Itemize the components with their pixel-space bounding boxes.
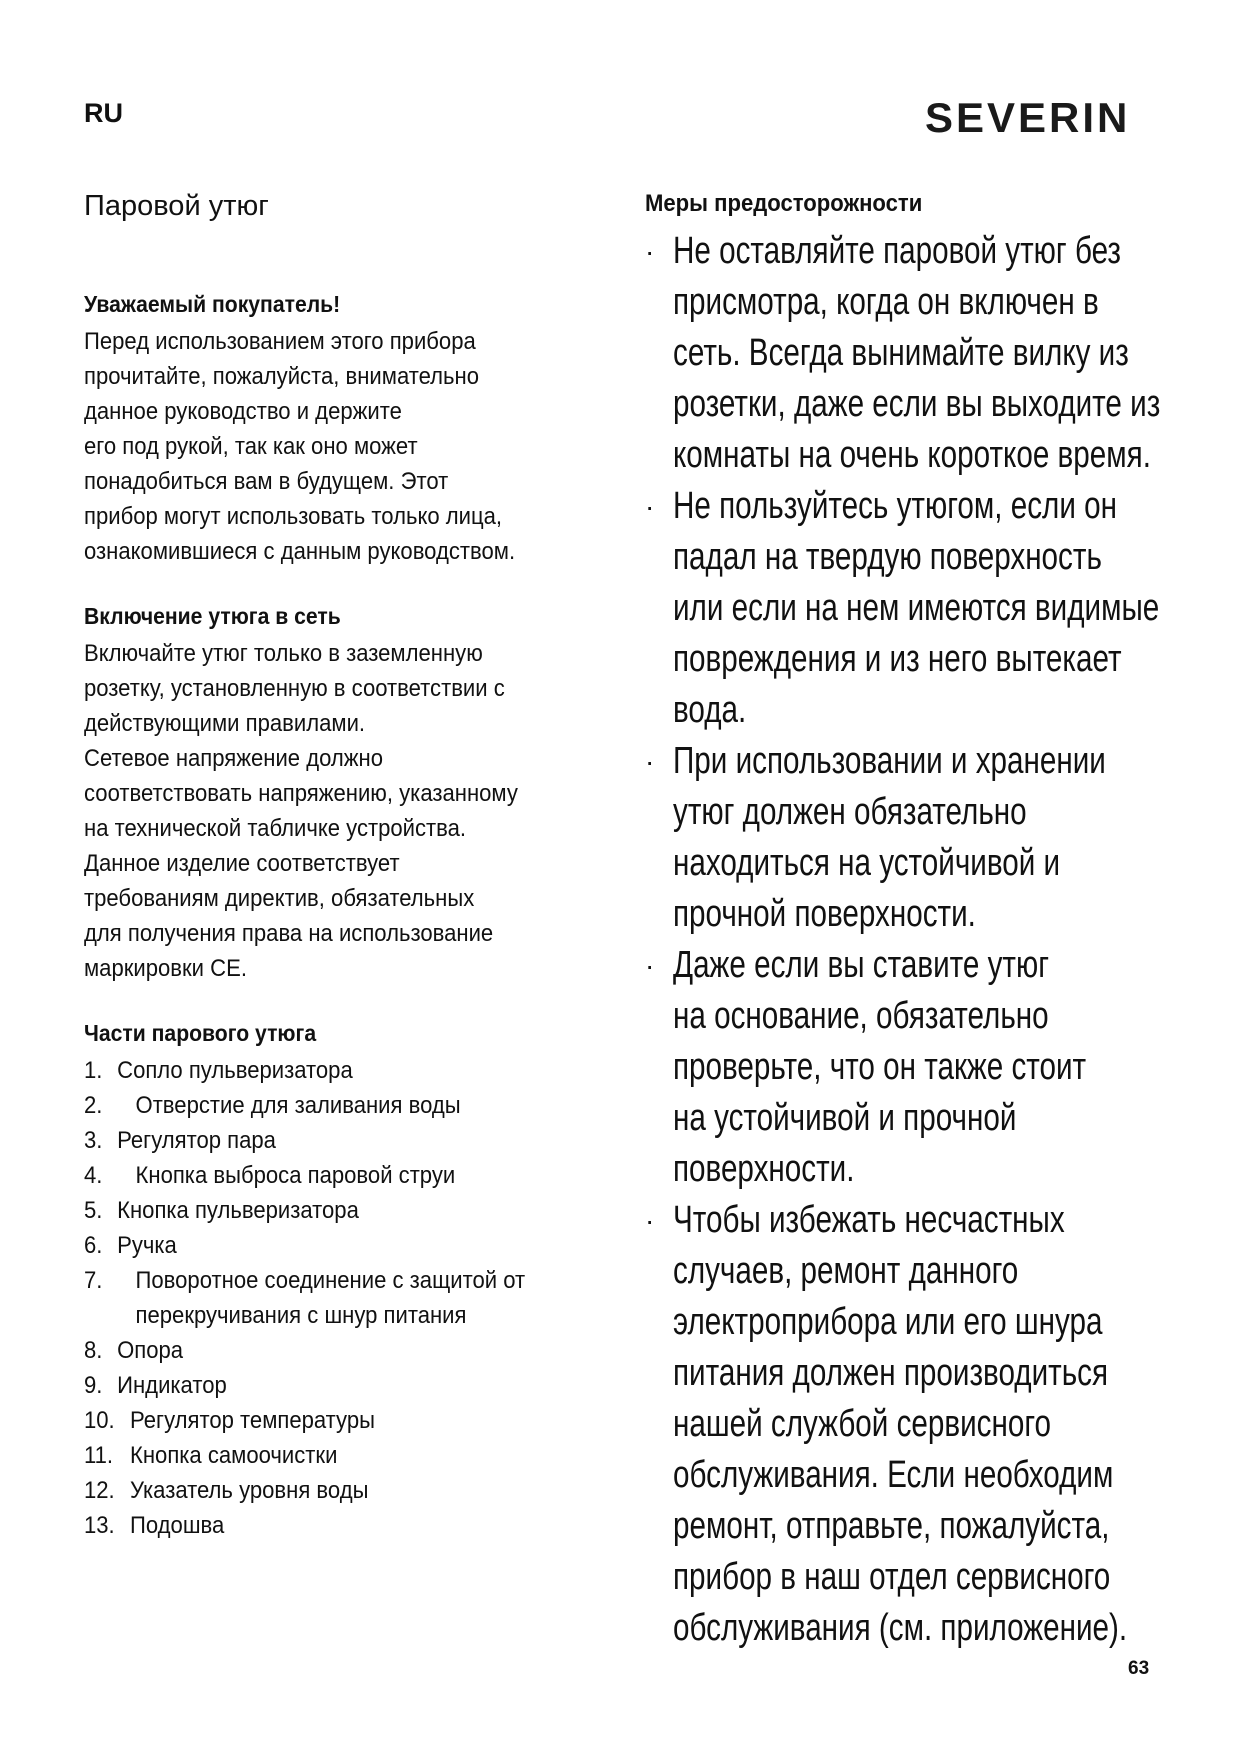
item-text: Подошва [130,1512,225,1539]
precaution-text [673,226,1160,481]
item-text: Кнопка самоочистки [130,1442,338,1469]
text-line: требованиям директив, обязательных [84,885,475,912]
precaution-item [645,736,1205,940]
item-text: Указатель уровня воды [130,1477,369,1504]
text-line: Не оставляйте паровой утюг без [673,230,1122,272]
precaution-text [673,736,1106,940]
precaution-text [673,481,1159,736]
text-line: Включайте утюг только в заземленную [84,640,483,667]
text-line: ремонт, отправьте, пожалуйста, [673,1505,1110,1547]
list-item [84,1473,562,1508]
item-number: 7. [84,1267,103,1294]
text-line: соответствовать напряжению, указанному [84,780,518,807]
item-text: Отверстие для заливания воды [135,1092,461,1119]
text-line: на основание, обязательно [673,995,1049,1037]
right-column [645,190,1205,1654]
text-line: проверьте, что он также стоит [673,1046,1087,1088]
bullet-icon: · [645,236,655,267]
connection-text [84,636,604,986]
item-text: Индикатор [117,1372,227,1399]
bullet-icon: · [645,950,655,981]
item-text-line: Поворотное соединение с защитой от [135,1267,526,1294]
text-line: действующими правилами. [84,710,366,737]
text-line: на технической табличке устройства. [84,815,467,842]
parts-heading: Части парового утюга [84,1020,317,1046]
item-text: Регулятор пара [117,1127,276,1154]
item-text: Ручка [117,1232,177,1259]
text-line: прибор в наш отдел сервисного [673,1556,1111,1598]
text-line: Даже если вы ставите утюг [673,944,1050,986]
item-text: Кнопка пульверизатора [117,1197,359,1224]
text-line: Не пользуйтесь утюгом, если он [673,485,1117,527]
precaution-item [645,940,1205,1195]
text-line: розетки, даже если вы выходите из [673,383,1161,425]
bullet-icon: · [645,491,655,522]
list-item [84,1368,562,1403]
bullet-icon: · [645,1205,655,1236]
page-number: 63 [1128,1658,1150,1679]
text-line: Данное изделие соответствует [84,850,400,877]
parts-list [84,1053,604,1543]
list-item [84,1403,562,1438]
text-line: обслуживания. Если необходим [673,1454,1114,1496]
precautions-heading: Меры предосторожности [645,190,923,217]
item-number: 11. [84,1442,114,1469]
item-text: Сопло пульверизатора [117,1057,353,1084]
precaution-text [673,1195,1127,1654]
list-item [84,1088,562,1123]
bullet-icon: · [645,746,655,777]
list-item [84,1228,562,1263]
item-text: Кнопка выброса паровой струи [135,1162,456,1189]
left-column [84,190,604,1543]
brand-logo: SEVERIN [925,94,1131,141]
text-line: Перед использованием этого прибора [84,328,476,355]
item-text [136,1263,526,1333]
item-number: 10. [84,1407,115,1434]
text-line: вода. [673,689,747,731]
text-line: Сетевое напряжение должно [84,745,384,772]
item-number: 12. [84,1477,115,1504]
text-line: случаев, ремонт данного [673,1250,1019,1292]
precaution-text [673,940,1086,1195]
text-line: маркировки CE. [84,955,247,982]
language-code: RU [84,98,123,128]
list-item [84,1263,562,1333]
precaution-item [645,226,1205,481]
text-line: понадобиться вам в будущем. Этот [84,468,449,495]
greeting-heading: Уважаемый покупатель! [84,291,341,317]
connection-heading: Включение утюга в сеть [84,603,341,629]
precaution-item [645,1195,1205,1654]
text-line: прочной поверхности. [673,893,976,935]
text-line: присмотра, когда он включен в [673,281,1099,323]
item-number: 5. [84,1197,103,1224]
text-line: Чтобы избежать несчастных [673,1199,1065,1241]
list-item [84,1158,562,1193]
text-line: данное руководство и держите [84,398,402,425]
item-number: 1. [84,1057,103,1084]
text-line: нашей службой сервисного [673,1403,1052,1445]
text-line: утюг должен обязательно [673,791,1027,833]
item-number: 9. [84,1372,103,1399]
text-line: для получения права на использование [84,920,494,947]
text-line: обслуживания (см. приложение). [673,1607,1128,1649]
text-line: сеть. Всегда вынимайте вилку из [673,332,1129,374]
greeting-text [84,324,604,569]
item-number: 3. [84,1127,103,1154]
text-line: падал на твердую поверхность [673,536,1102,578]
text-line: прочитайте, пожалуйста, внимательно [84,363,480,390]
item-number: 4. [84,1162,103,1189]
item-number: 13. [84,1512,115,1539]
text-line: питания должен производиться [673,1352,1109,1394]
text-line: на устойчивой и прочной [673,1097,1017,1139]
list-item [84,1508,562,1543]
list-item [84,1193,562,1228]
text-line: комнаты на очень короткое время. [673,434,1151,476]
page-title: Паровой утюг [84,190,269,222]
text-line: или если на нем имеются видимые [673,587,1160,629]
text-line: повреждения и из него вытекает [673,638,1122,680]
text-line: ознакомившиеся с данным руководством. [84,538,516,565]
text-line: прибор могут использовать только лица, [84,503,503,530]
item-number: 8. [84,1337,103,1364]
text-line: его под рукой, так как оно может [84,433,418,460]
item-number: 6. [84,1232,103,1259]
text-line: находиться на устойчивой и [673,842,1061,884]
item-number: 2. [84,1092,103,1119]
list-item [84,1053,562,1088]
item-text-line: перекручивания с шнур питания [135,1302,467,1329]
text-line: При использовании и хранении [673,740,1106,782]
item-text: Опора [117,1337,184,1364]
text-line: электроприбора или его шнура [673,1301,1103,1343]
text-line: розетку, установленную в соответствии с [84,675,505,702]
item-text: Регулятор температуры [130,1407,375,1434]
list-item [84,1123,562,1158]
precaution-item [645,481,1205,736]
list-item [84,1438,562,1473]
text-line: поверхности. [673,1148,855,1190]
list-item [84,1333,562,1368]
